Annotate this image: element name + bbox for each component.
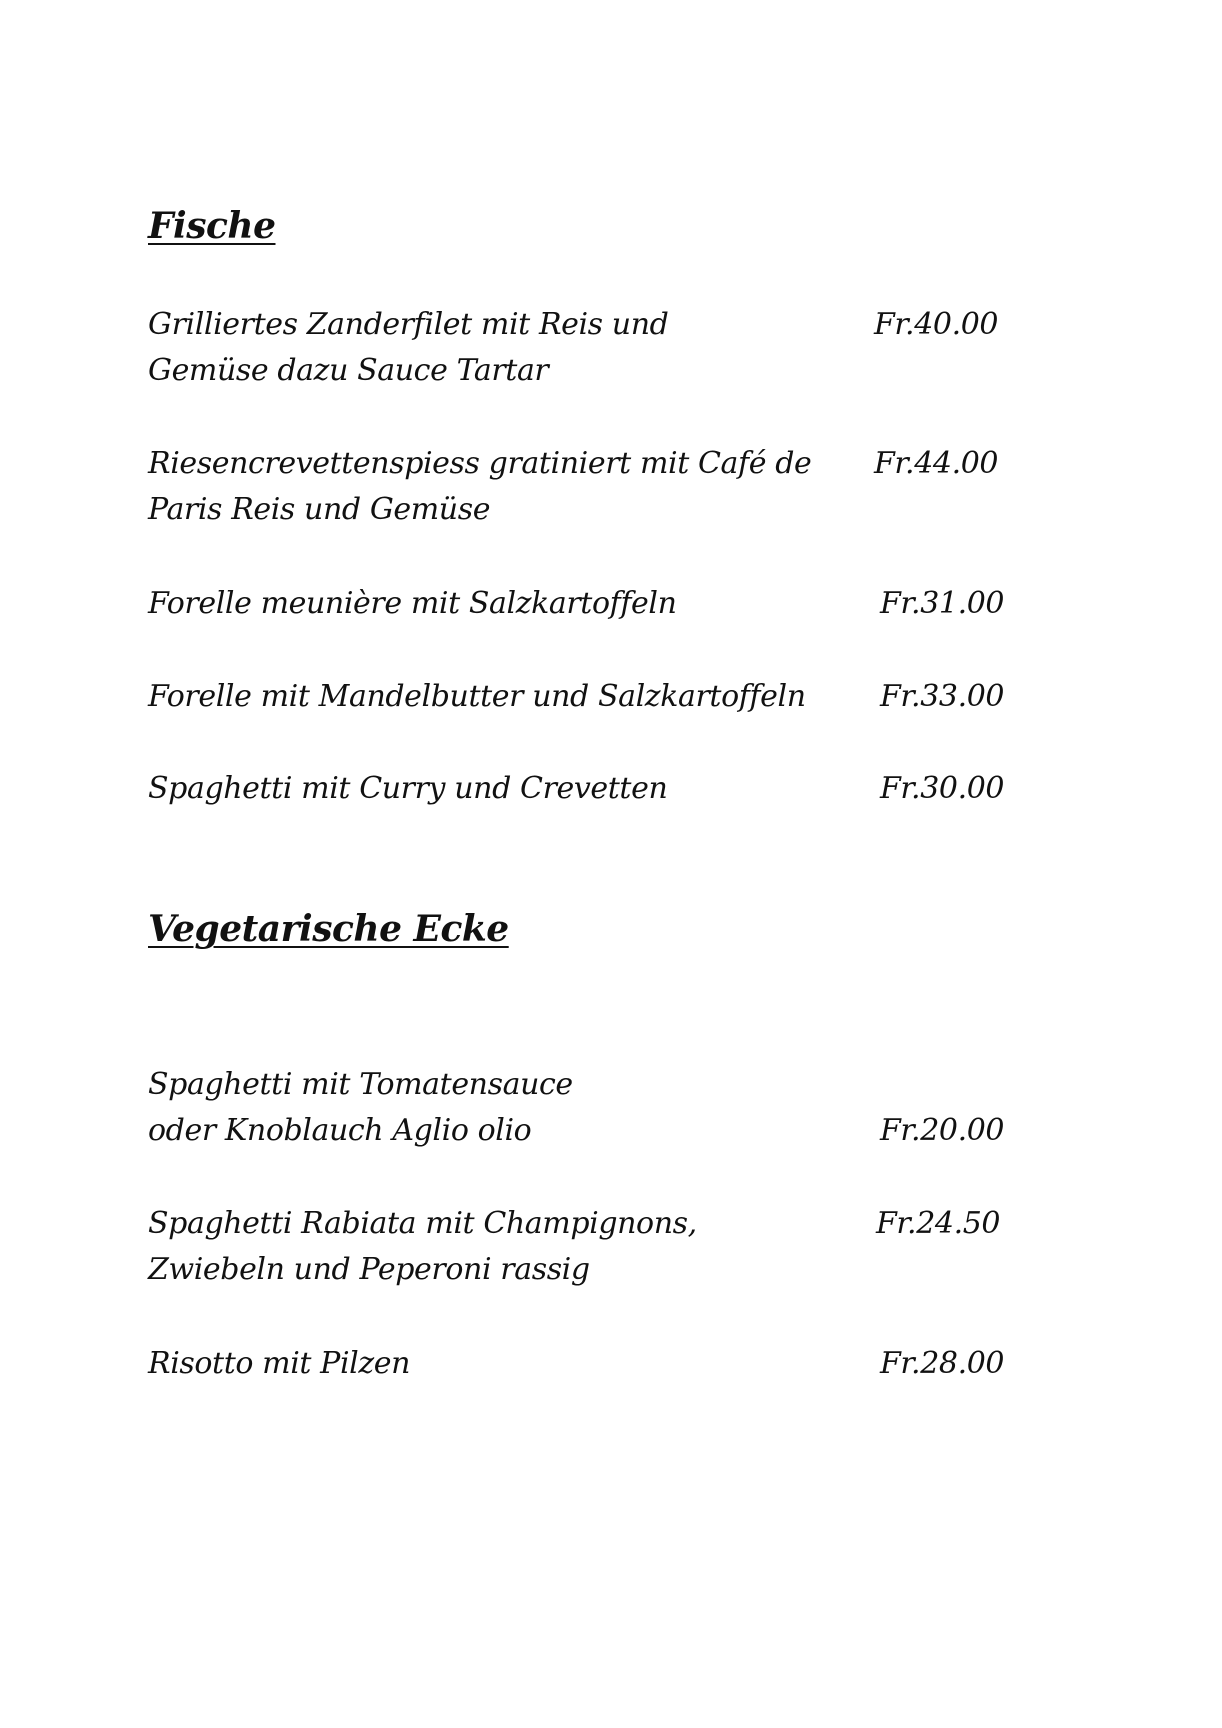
menu-item-price: Fr.31.00 [880, 586, 1005, 621]
menu-item-description [148, 1201, 848, 1293]
menu-item [148, 1201, 1018, 1293]
menu-item [148, 674, 1018, 720]
menu-item [148, 766, 1018, 812]
menu-item-line: Paris Reis und Gemüse [148, 492, 491, 527]
menu-item-line: Grilliertes Zanderfilet mit Reis und [148, 307, 669, 342]
menu-item-line: Forelle mit Mandelbutter und Salzkartoffeln [148, 679, 806, 714]
menu-item [148, 1341, 1018, 1387]
menu-item-price: Fr.28.00 [880, 1346, 1005, 1381]
menu-item-line: Risotto mit Pilzen [148, 1346, 411, 1381]
menu-item-price: Fr.33.00 [880, 679, 1005, 714]
menu-item-description [148, 1341, 848, 1387]
menu-item-price: Fr.44.00 [874, 446, 999, 481]
menu-item-line: Gemüse dazu Sauce Tartar [148, 353, 549, 388]
menu-item-line: Zwiebeln und Peperoni rassig [148, 1252, 590, 1287]
menu-item-description [148, 766, 848, 812]
menu-item [148, 1062, 1018, 1154]
menu-item-line: Forelle meunière mit Salzkartoffeln [148, 586, 677, 621]
menu-item [148, 302, 1018, 394]
menu-item-line: Spaghetti Rabiata mit Champignons, [148, 1206, 697, 1241]
menu-item [148, 441, 1018, 533]
menu-item-price: Fr.24.50 [876, 1206, 1001, 1241]
menu-item-description [148, 1062, 848, 1154]
section-title-vegetarische-ecke: Vegetarische Ecke [148, 908, 509, 950]
menu-item-line: Spaghetti mit Curry und Crevetten [148, 771, 668, 806]
menu-item-line: oder Knoblauch Aglio olio [148, 1113, 532, 1148]
menu-item [148, 581, 1018, 627]
menu-item-price: Fr.30.00 [880, 771, 1005, 806]
menu-item-description [148, 441, 848, 533]
menu-item-price: Fr.40.00 [874, 307, 999, 342]
menu-item-description [148, 302, 848, 394]
section-title-fische: Fische [148, 205, 276, 247]
menu-item-line: Riesencrevettenspiess gratiniert mit Café de [148, 446, 812, 481]
menu-item-line: Spaghetti mit Tomatensauce [148, 1067, 573, 1102]
menu-item-price: Fr.20.00 [880, 1113, 1005, 1148]
menu-item-description [148, 674, 848, 720]
menu-item-description [148, 581, 848, 627]
